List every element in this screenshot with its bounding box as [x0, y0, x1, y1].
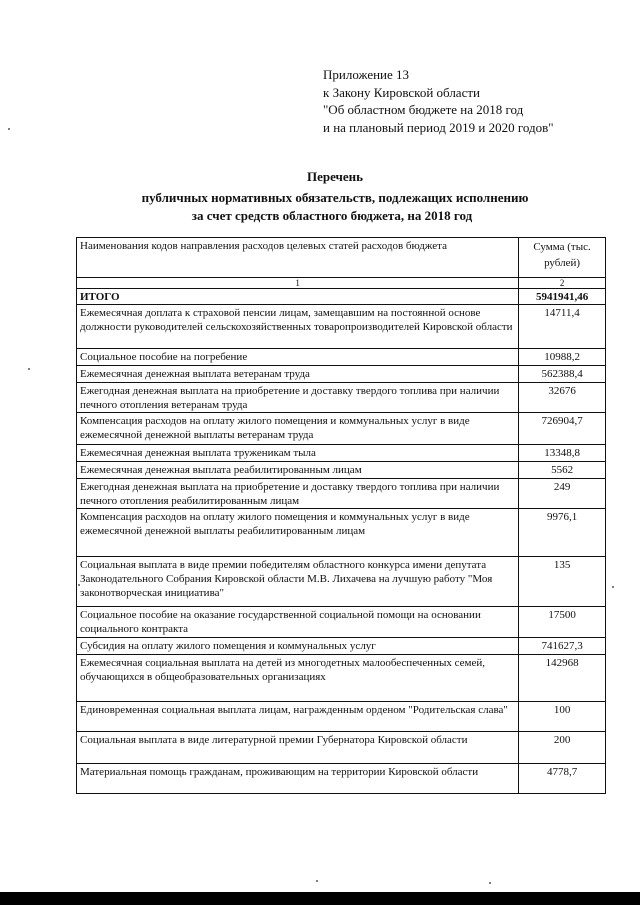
- row-value: 9976,1: [519, 509, 606, 557]
- table-row: [77, 655, 606, 702]
- row-name: Субсидия на оплату жилого помещения и коммунальных услуг: [77, 638, 519, 655]
- row-value: 726904,7: [519, 413, 606, 445]
- table-header-row: [77, 238, 606, 278]
- row-value: 142968: [519, 655, 606, 702]
- row-name: Ежемесячная доплата к страховой пенсии лицам, замещавшим на постоянной основе должности руководителей сельскохозяйственных товаропроизводителей Кировской области: [77, 305, 519, 349]
- appendix-line-1: Приложение 13: [323, 67, 410, 82]
- row-value: 135: [519, 557, 606, 607]
- table-row: [77, 349, 606, 366]
- table-row: [77, 764, 606, 794]
- row-value: 17500: [519, 607, 606, 638]
- scan-speck: [78, 584, 80, 586]
- table-row: [77, 607, 606, 638]
- total-label: ИТОГО: [77, 289, 519, 305]
- title-line-3: за счет средств областного бюджета, на 2018 год: [191, 208, 473, 223]
- table-row: [77, 413, 606, 445]
- column-number-2: 2: [519, 278, 606, 289]
- row-value: 249: [519, 479, 606, 509]
- table-row: [77, 732, 606, 764]
- obligations-table: [76, 237, 606, 794]
- appendix-line-4: и на плановый период 2019 и 2020 годов": [323, 119, 554, 135]
- column-number-1: 1: [77, 278, 519, 289]
- table-row: [77, 462, 606, 479]
- scan-speck: [28, 368, 30, 370]
- row-value: 10988,2: [519, 349, 606, 366]
- appendix-line-2: к Закону Кировской области: [323, 84, 480, 100]
- appendix-note: [323, 66, 554, 136]
- table-row: [77, 638, 606, 655]
- total-row: [77, 289, 606, 305]
- appendix-line-3: "Об областном бюджете на 2018 год: [323, 102, 524, 117]
- row-name: Ежегодная денежная выплата на приобретение и доставку твердого топлива при наличии печного отопления ветеранам труда: [77, 383, 519, 413]
- row-name: Социальная выплата в виде литературной премии Губернатора Кировской области: [77, 732, 519, 764]
- row-value: 13348,8: [519, 445, 606, 462]
- row-name: Компенсация расходов на оплату жилого помещения и коммунальных услуг в виде ежемесячной денежной выплаты ветеранам труда: [77, 413, 519, 445]
- row-name: Единовременная социальная выплата лицам, награжденным орденом "Родительская слава": [77, 702, 519, 732]
- row-name: Ежемесячная денежная выплата труженикам тыла: [77, 445, 519, 462]
- row-name: Компенсация расходов на оплату жилого помещения и коммунальных услуг в виде ежемесячной денежной выплаты реабилитированным лицам: [77, 509, 519, 557]
- row-value: 14711,4: [519, 305, 606, 349]
- column-number-row: [77, 278, 606, 289]
- row-value: 200: [519, 732, 606, 764]
- title-line-2: публичных нормативных обязательств, подлежащих исполнению: [141, 190, 529, 205]
- row-name: Материальная помощь гражданам, проживающим на территории Кировской области: [77, 764, 519, 794]
- row-value: 741627,3: [519, 638, 606, 655]
- title-line-1: Перечень: [306, 169, 364, 184]
- row-name: Социальная выплата в виде премии победителям областного конкурса имени депутата Законодательного Собрания Кировской области М.В. Лихачева на лучшую работу "Моя законотворческая инициатива": [77, 557, 519, 607]
- document-title: [0, 168, 640, 225]
- table-row: [77, 557, 606, 607]
- scan-speck: [612, 586, 614, 588]
- table-row: [77, 445, 606, 462]
- scan-speck: [316, 880, 318, 882]
- table-row: [77, 702, 606, 732]
- header-sum-line-2: (тыс. рублей): [544, 241, 591, 269]
- row-value: 100: [519, 702, 606, 732]
- table-row: [77, 366, 606, 383]
- row-name: Ежемесячная денежная выплата ветеранам труда: [77, 366, 519, 383]
- table-row: [77, 383, 606, 413]
- scan-speck: [8, 128, 10, 130]
- table-row: [77, 305, 606, 349]
- table-row: [77, 479, 606, 509]
- row-name: Социальное пособие на погребение: [77, 349, 519, 366]
- row-value: 562388,4: [519, 366, 606, 383]
- row-value: 4778,7: [519, 764, 606, 794]
- total-value: 5941941,46: [519, 289, 606, 305]
- header-sum-line-1: Сумма: [533, 241, 565, 253]
- table-row: [77, 509, 606, 557]
- row-value: 5562: [519, 462, 606, 479]
- header-sum-cell: [519, 238, 606, 278]
- header-name-cell: Наименования кодов направления расходов целевых статей расходов бюджета: [77, 238, 519, 278]
- scan-bottom-edge: [0, 892, 640, 905]
- row-name: Ежемесячная денежная выплата реабилитированным лицам: [77, 462, 519, 479]
- row-name: Ежегодная денежная выплата на приобретение и доставку твердого топлива при наличии печного отопления реабилитированным лицам: [77, 479, 519, 509]
- row-name: Социальное пособие на оказание государственной социальной помощи на основании социального контракта: [77, 607, 519, 638]
- row-value: 32676: [519, 383, 606, 413]
- scan-speck: [489, 882, 491, 884]
- row-name: Ежемесячная социальная выплата на детей из многодетных малообеспеченных семей, обучающихся в общеобразовательных организациях: [77, 655, 519, 702]
